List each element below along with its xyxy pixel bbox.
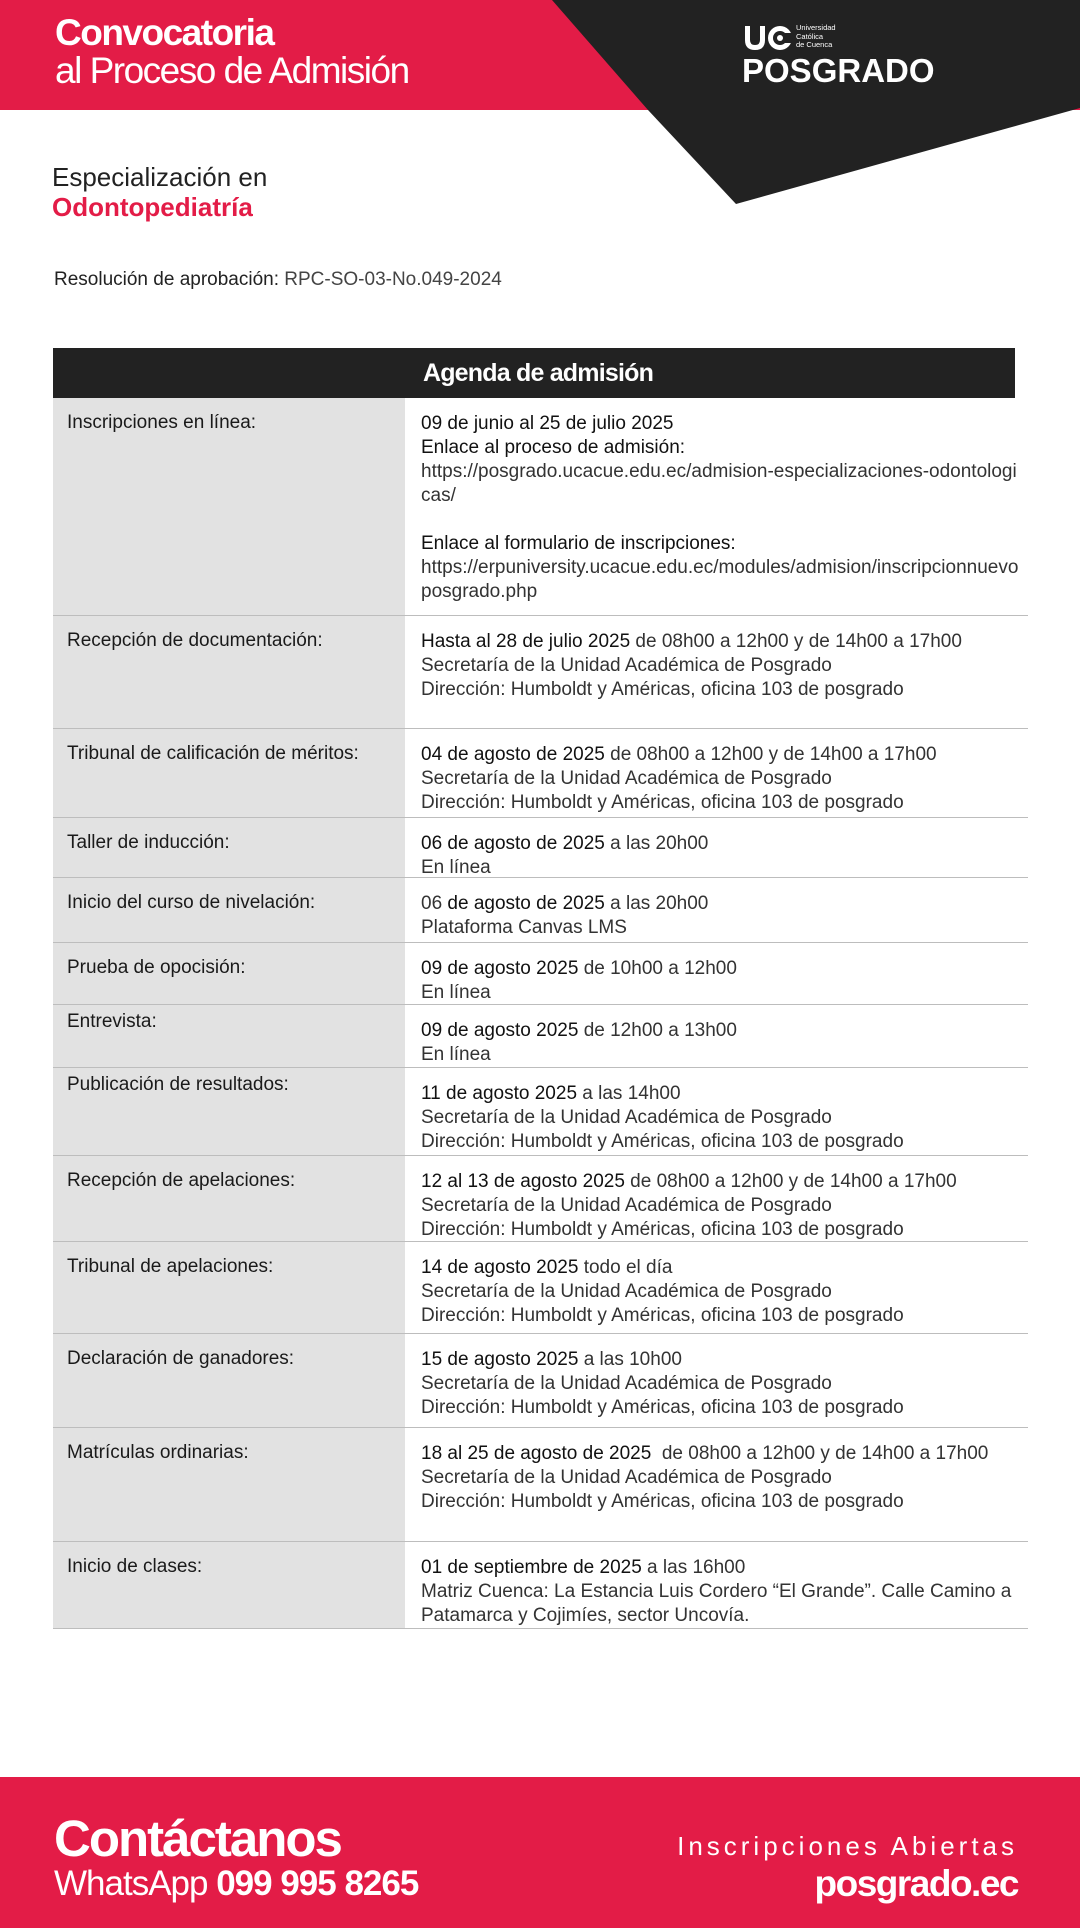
agenda-row-ganadores xyxy=(53,1334,1028,1428)
agenda-row-tribunal-apelaciones xyxy=(53,1242,1028,1334)
agenda-row-label: Declaración de ganadores: xyxy=(53,1334,405,1427)
agenda-row-label: Inscripciones en línea: xyxy=(53,398,405,615)
agenda-row-date: 18 al 25 de agosto de 2025 xyxy=(421,1443,652,1464)
agenda-row-nivelacion xyxy=(53,878,1028,943)
agenda-row-place: Secretaría de la Unidad Académica de Posgrado xyxy=(421,1281,832,1302)
website-link[interactable]: posgrado.ec xyxy=(814,1863,1018,1904)
whatsapp-contact[interactable] xyxy=(54,1864,418,1904)
agenda-row-date: 01 de septiembre de 2025 xyxy=(421,1557,642,1578)
agenda-row-detail xyxy=(405,818,1028,877)
agenda-title: Agenda de admisión xyxy=(422,358,654,387)
agenda-row-inicio-clases xyxy=(53,1542,1028,1629)
agenda-row-date: 09 de junio al 25 de julio 2025 xyxy=(421,413,674,434)
agenda-row-address: Dirección: Humboldt y Américas, oficina 103 de posgrado xyxy=(421,1305,904,1326)
agenda-row-place: En línea xyxy=(421,982,491,1003)
agenda-row-time: todo el día xyxy=(578,1257,673,1278)
program-type: Especialización en xyxy=(52,162,268,192)
agenda-row-place: Secretaría de la Unidad Académica de Posgrado xyxy=(421,1107,832,1128)
agenda-row-date: Hasta al 28 de julio 2025 xyxy=(421,631,631,652)
program-name: Odontopediatría xyxy=(52,192,253,222)
contact-footer xyxy=(0,1777,1080,1928)
agenda-row-detail xyxy=(405,398,1028,615)
registration-tagline: Inscripciones Abiertas xyxy=(677,1831,1018,1861)
agenda-row-address: Dirección: Humboldt y Américas, oficina 103 de posgrado xyxy=(421,1131,904,1152)
agenda-row-detail xyxy=(405,1542,1028,1628)
agenda-row-publicacion xyxy=(53,1068,1028,1156)
header-title-line2: al Proceso de Admisión xyxy=(55,50,409,91)
agenda-row-detail xyxy=(405,1068,1028,1155)
admission-process-link[interactable]: https://posgrado.ucacue.edu.ec/admision-especializaciones-odontologicas/ xyxy=(421,461,1017,506)
agenda-row-place: Matriz Cuenca: La Estancia Luis Cordero “El Grande”. Calle Camino a xyxy=(421,1581,1012,1602)
agenda-row-place: Secretaría de la Unidad Académica de Posgrado xyxy=(421,655,832,676)
agenda-row-taller xyxy=(53,818,1028,878)
agenda-row-date-prefix: 06 xyxy=(421,893,443,914)
agenda-header xyxy=(53,348,1015,398)
agenda-row-time: de 08h00 a 12h00 y de 14h00 a 17h00 xyxy=(651,1443,989,1464)
resolution-line xyxy=(54,269,502,291)
agenda-row-label: Prueba de opocisión: xyxy=(53,943,405,1004)
resolution-label: Resolución de aprobación: xyxy=(54,269,279,290)
agenda-row-detail xyxy=(405,1242,1028,1333)
agenda-row-place: Secretaría de la Unidad Académica de Posgrado xyxy=(421,1467,832,1488)
agenda-row-place: En línea xyxy=(421,857,491,878)
agenda-row-place: Plataforma Canvas LMS xyxy=(421,917,627,938)
logo-brand-text: POSGRADO xyxy=(742,52,935,89)
agenda-row-detail xyxy=(405,1334,1028,1427)
whatsapp-number[interactable]: 099 995 8265 xyxy=(216,1864,419,1903)
registration-form-link[interactable]: https://erpuniversity.ucacue.edu.ec/modules/admision/inscripcionnuevoposgrado.php xyxy=(421,557,1019,602)
agenda-row-detail xyxy=(405,729,1028,817)
agenda-row-label: Inicio del curso de nivelación: xyxy=(53,878,405,942)
agenda-row-inscripciones xyxy=(53,398,1028,616)
agenda-row-label: Matrículas ordinarias: xyxy=(53,1428,405,1541)
ucacue-emblem-icon xyxy=(742,24,798,52)
agenda-row-label: Tribunal de apelaciones: xyxy=(53,1242,405,1333)
agenda-row-time: a las 16h00 xyxy=(641,1557,746,1578)
agenda-row-place: Secretaría de la Unidad Académica de Posgrado xyxy=(421,1195,832,1216)
contact-title: Contáctanos xyxy=(54,1810,341,1867)
agenda-row-place: Secretaría de la Unidad Académica de Posgrado xyxy=(421,1373,832,1394)
agenda-row-address: Dirección: Humboldt y Américas, oficina 103 de posgrado xyxy=(421,679,904,700)
resolution-value: RPC-SO-03-No.049-2024 xyxy=(284,269,502,290)
agenda-row-date: 11 de agosto 2025 xyxy=(421,1083,578,1104)
header-title-line1: Convocatoria xyxy=(55,12,274,53)
admission-link-label: Enlace al proceso de admisión: xyxy=(421,437,686,458)
agenda-row-label: Tribunal de calificación de méritos: xyxy=(53,729,405,817)
agenda-row-apelaciones xyxy=(53,1156,1028,1242)
agenda-row-documentacion xyxy=(53,616,1028,729)
agenda-row-date: 09 de agosto 2025 xyxy=(421,958,579,979)
agenda-row-place: Secretaría de la Unidad Académica de Posgrado xyxy=(421,768,832,789)
agenda-row-date: 15 de agosto 2025 xyxy=(421,1349,579,1370)
posgrado-logo xyxy=(742,22,954,88)
agenda-row-label: Recepción de documentación: xyxy=(53,616,405,728)
agenda-row-label: Entrevista: xyxy=(53,1005,405,1067)
agenda-row-time: de 08h00 a 12h00 y de 14h00 a 17h00 xyxy=(630,631,962,652)
agenda-row-date: 14 de agosto 2025 xyxy=(421,1257,579,1278)
agenda-row-label: Inicio de clases: xyxy=(53,1542,405,1628)
agenda-row-prueba xyxy=(53,943,1028,1005)
agenda-row-detail xyxy=(405,1156,1028,1241)
agenda-row-time: a las 10h00 xyxy=(578,1349,682,1370)
agenda-row-address: Dirección: Humboldt y Américas, oficina 103 de posgrado xyxy=(421,1397,904,1418)
agenda-row-address: Dirección: Humboldt y Américas, oficina 103 de posgrado xyxy=(421,1491,904,1512)
agenda-row-time: a las 20h00 xyxy=(604,893,709,914)
agenda-row-address: Patamarca y Cojimíes, sector Uncovía. xyxy=(421,1605,750,1626)
agenda-row-detail xyxy=(405,616,1028,728)
agenda-row-time: de 08h00 a 12h00 y de 14h00 a 17h00 xyxy=(624,1171,957,1192)
agenda-row-date: 12 al 13 de agosto 2025 xyxy=(421,1171,625,1192)
agenda-row-address: Dirección: Humboldt y Américas, oficina 103 de posgrado xyxy=(421,1219,904,1240)
form-link-label: Enlace al formulario de inscripciones: xyxy=(421,533,736,554)
whatsapp-label: WhatsApp xyxy=(54,1864,208,1903)
agenda-row-detail xyxy=(405,1005,1028,1067)
agenda-row-tribunal-meritos xyxy=(53,729,1028,818)
agenda-row-date: 06 de agosto de 2025 xyxy=(421,833,605,854)
agenda-row-label: Recepción de apelaciones: xyxy=(53,1156,405,1241)
agenda-row-time: de 12h00 a 13h00 xyxy=(578,1020,737,1041)
agenda-row-time: a las 14h00 xyxy=(577,1083,681,1104)
agenda-row-date: de agosto de 2025 xyxy=(442,893,605,914)
agenda-row-label: Taller de inducción: xyxy=(53,818,405,877)
agenda-row-date: 09 de agosto 2025 xyxy=(421,1020,579,1041)
agenda-row-time: de 08h00 a 12h00 y de 14h00 a 17h00 xyxy=(604,744,937,765)
agenda-row-detail xyxy=(405,943,1028,1004)
logo-university-name: Universidad Católica de Cuenca xyxy=(796,23,836,49)
agenda-row-date: 04 de agosto de 2025 xyxy=(421,744,605,765)
agenda-row-entrevista xyxy=(53,1005,1028,1068)
agenda-row-time: de 10h00 a 12h00 xyxy=(578,958,737,979)
agenda-row-time: a las 20h00 xyxy=(604,833,709,854)
agenda-row-matriculas xyxy=(53,1428,1028,1542)
agenda-row-address: Dirección: Humboldt y Américas, oficina 103 de posgrado xyxy=(421,792,904,813)
agenda-row-detail xyxy=(405,1428,1028,1541)
agenda-row-detail xyxy=(405,878,1028,942)
agenda-row-label: Publicación de resultados: xyxy=(53,1068,405,1155)
agenda-row-place: En línea xyxy=(421,1044,491,1065)
